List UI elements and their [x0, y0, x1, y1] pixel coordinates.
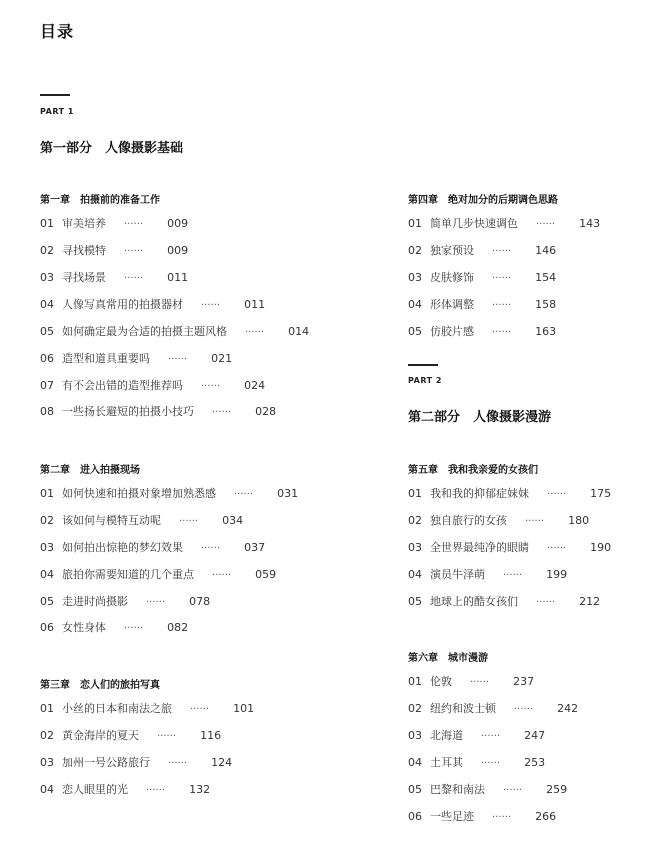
entry-number: 07: [40, 379, 54, 392]
entry-leader: ······: [234, 489, 254, 500]
entry-page: 014: [288, 325, 310, 338]
entry-title: 独家预设: [430, 244, 474, 257]
entry-leader: ······: [124, 246, 144, 257]
entry-page: 011: [167, 271, 189, 284]
entry-leader: ······: [470, 677, 490, 688]
entry-leader: ······: [157, 731, 177, 742]
entry-leader: ······: [168, 354, 188, 365]
toc-entry[interactable]: [408, 298, 556, 312]
entry-leader: ······: [547, 489, 567, 500]
entry-number: 08: [40, 405, 54, 418]
entry-title: 寻找模特: [62, 244, 106, 257]
entry-page: 266: [535, 810, 557, 823]
toc-entry[interactable]: [40, 595, 210, 609]
toc-entry[interactable]: [408, 595, 600, 609]
entry-leader: ······: [146, 597, 166, 608]
entry-page: 024: [244, 379, 266, 392]
entry-number: 01: [40, 487, 54, 500]
toc-entry[interactable]: [408, 487, 611, 501]
toc-entry[interactable]: [408, 675, 534, 689]
toc-entry[interactable]: [40, 702, 254, 716]
part2-title: 第二部分 人像摄影漫游: [408, 410, 552, 425]
toc-entry[interactable]: [408, 729, 545, 743]
entry-title: 如何拍出惊艳的梦幻效果: [62, 541, 183, 554]
entry-page: 031: [277, 487, 299, 500]
toc-entry[interactable]: [408, 244, 556, 258]
entry-number: 02: [408, 244, 422, 257]
entry-title: 全世界最纯净的眼睛: [430, 541, 529, 554]
entry-page: 132: [189, 783, 211, 796]
entry-title: 女性身体: [62, 621, 106, 634]
entry-number: 01: [40, 702, 54, 715]
entry-title: 人像写真常用的拍摄器材: [62, 298, 183, 311]
toc-entry[interactable]: [40, 325, 309, 339]
toc-title: 目录: [40, 22, 75, 41]
entry-page: 028: [255, 405, 277, 418]
entry-leader: ······: [124, 219, 144, 230]
entry-number: 06: [408, 810, 422, 823]
entry-page: 082: [167, 621, 189, 634]
entry-leader: ······: [503, 785, 523, 796]
entry-title: 巴黎和南法: [430, 783, 485, 796]
entry-leader: ······: [492, 273, 512, 284]
entry-title: 地球上的酷女孩们: [430, 595, 518, 608]
entry-title: 如何快速和拍摄对象增加熟悉感: [62, 487, 216, 500]
chapter-5-title: 第五章 我和我亲爱的女孩们: [408, 465, 538, 476]
entry-page: 059: [255, 568, 277, 581]
entry-number: 05: [40, 325, 54, 338]
entry-title: 演员牛泽萌: [430, 568, 485, 581]
toc-entry[interactable]: [408, 568, 567, 582]
entry-page: 158: [535, 298, 557, 311]
entry-page: 011: [244, 298, 266, 311]
entry-title: 简单几步快速调色: [430, 217, 518, 230]
entry-page: 175: [590, 487, 612, 500]
entry-page: 009: [167, 217, 189, 230]
entry-leader: ······: [492, 246, 512, 257]
entry-title: 皮肤修饰: [430, 271, 474, 284]
entry-page: 021: [211, 352, 233, 365]
entry-title: 伦敦: [430, 675, 452, 688]
entry-number: 01: [408, 487, 422, 500]
entry-page: 163: [535, 325, 557, 338]
entry-leader: ······: [492, 327, 512, 338]
toc-entry[interactable]: [40, 379, 265, 393]
entry-leader: ······: [481, 758, 501, 769]
entry-page: 237: [513, 675, 535, 688]
entry-number: 04: [408, 298, 422, 311]
toc-entry[interactable]: [408, 325, 556, 339]
entry-number: 01: [408, 675, 422, 688]
entry-title: 如何确定最为合适的拍摄主题风格: [62, 325, 227, 338]
chapter-4-title: 第四章 绝对加分的后期调色思路: [408, 195, 558, 206]
toc-entry[interactable]: [40, 783, 210, 797]
toc-entry[interactable]: [40, 514, 243, 528]
part1-rule: [40, 94, 70, 96]
entry-title: 寻找场景: [62, 271, 106, 284]
chapter-3-title: 第三章 恋人们的旅拍写真: [40, 680, 160, 691]
toc-entry[interactable]: [408, 756, 545, 770]
entry-page: 101: [233, 702, 255, 715]
entry-title: 一些足迹: [430, 810, 474, 823]
entry-page: 009: [167, 244, 189, 257]
entry-number: 04: [40, 568, 54, 581]
entry-page: 037: [244, 541, 266, 554]
toc-entry[interactable]: [408, 271, 556, 285]
part1-title: 第一部分 人像摄影基础: [40, 141, 184, 156]
toc-entry[interactable]: [408, 217, 600, 231]
entry-page: 180: [568, 514, 590, 527]
entry-number: 04: [408, 568, 422, 581]
entry-title: 纽约和波士顿: [430, 702, 496, 715]
entry-leader: ······: [124, 273, 144, 284]
entry-title: 恋人眼里的光: [62, 783, 128, 796]
toc-entry[interactable]: [40, 244, 188, 258]
part1-label: PART 1: [40, 107, 74, 116]
entry-number: 03: [40, 271, 54, 284]
entry-page: 253: [524, 756, 546, 769]
entry-leader: ······: [245, 327, 265, 338]
entry-title: 有不会出错的造型推荐吗: [62, 379, 183, 392]
entry-page: 116: [200, 729, 222, 742]
entry-leader: ······: [503, 570, 523, 581]
entry-title: 形体调整: [430, 298, 474, 311]
entry-title: 造型和道具重要吗: [62, 352, 150, 365]
entry-leader: ······: [492, 300, 512, 311]
entry-title: 一些扬长避短的拍摄小技巧: [62, 405, 194, 418]
entry-leader: ······: [212, 570, 232, 581]
toc-entry[interactable]: [40, 217, 188, 231]
toc-entry[interactable]: [40, 729, 221, 743]
entry-leader: ······: [481, 731, 501, 742]
toc-entry[interactable]: [40, 756, 232, 770]
toc-entry[interactable]: [40, 298, 265, 312]
entry-leader: ······: [124, 623, 144, 634]
entry-number: 04: [40, 298, 54, 311]
entry-number: 01: [408, 217, 422, 230]
chapter-2-title: 第二章 进入拍摄现场: [40, 465, 140, 476]
entry-number: 05: [408, 783, 422, 796]
part2-label: PART 2: [408, 376, 442, 385]
toc-entry[interactable]: [408, 702, 578, 716]
entry-leader: ······: [536, 597, 556, 608]
entry-title: 旅拍你需要知道的几个重点: [62, 568, 194, 581]
part2-rule: [408, 364, 438, 366]
entry-number: 04: [40, 783, 54, 796]
entry-page: 199: [546, 568, 568, 581]
toc-entry[interactable]: [40, 541, 265, 555]
entry-number: 05: [408, 595, 422, 608]
entry-title: 独自旅行的女孩: [430, 514, 507, 527]
toc-entry[interactable]: [408, 783, 567, 797]
entry-page: 078: [189, 595, 211, 608]
entry-leader: ······: [201, 543, 221, 554]
entry-number: 02: [408, 702, 422, 715]
entry-page: 259: [546, 783, 568, 796]
chapter-6-title: 第六章 城市漫游: [408, 653, 488, 664]
entry-page: 154: [535, 271, 557, 284]
entry-leader: ······: [201, 381, 221, 392]
entry-title: 该如何与模特互动呢: [62, 514, 161, 527]
entry-number: 01: [40, 217, 54, 230]
entry-title: 黄金海岸的夏天: [62, 729, 139, 742]
toc-entry[interactable]: [408, 810, 556, 824]
chapter-1-title: 第一章 拍摄前的准备工作: [40, 195, 160, 206]
entry-page: 190: [590, 541, 612, 554]
entry-leader: ······: [492, 812, 512, 823]
entry-number: 06: [40, 352, 54, 365]
entry-leader: ······: [179, 516, 199, 527]
entry-leader: ······: [525, 516, 545, 527]
entry-title: 加州一号公路旅行: [62, 756, 150, 769]
entry-title: 小丝的日本和南法之旅: [62, 702, 172, 715]
entry-number: 03: [40, 541, 54, 554]
entry-page: 034: [222, 514, 244, 527]
entry-title: 北海道: [430, 729, 463, 742]
entry-number: 03: [408, 541, 422, 554]
toc-entry[interactable]: [40, 487, 298, 501]
toc-entry[interactable]: [40, 405, 276, 419]
entry-number: 02: [40, 729, 54, 742]
entry-page: 124: [211, 756, 233, 769]
entry-title: 审美培养: [62, 217, 106, 230]
entry-number: 03: [408, 271, 422, 284]
toc-entry[interactable]: [40, 271, 188, 285]
entry-number: 05: [40, 595, 54, 608]
toc-entry[interactable]: [40, 568, 276, 582]
entry-number: 02: [40, 244, 54, 257]
entry-page: 143: [579, 217, 601, 230]
entry-page: 242: [557, 702, 579, 715]
entry-leader: ······: [514, 704, 534, 715]
entry-title: 仿胶片感: [430, 325, 474, 338]
entry-title: 走进时尚摄影: [62, 595, 128, 608]
entry-number: 02: [40, 514, 54, 527]
toc-entry[interactable]: [40, 621, 188, 635]
toc-entry[interactable]: [408, 541, 611, 555]
entry-number: 03: [40, 756, 54, 769]
entry-page: 212: [579, 595, 601, 608]
entry-page: 247: [524, 729, 546, 742]
entry-number: 03: [408, 729, 422, 742]
entry-leader: ······: [146, 785, 166, 796]
entry-leader: ······: [201, 300, 221, 311]
entry-leader: ······: [190, 704, 210, 715]
entry-leader: ······: [547, 543, 567, 554]
entry-title: 我和我的抑郁症妹妹: [430, 487, 529, 500]
entry-title: 土耳其: [430, 756, 463, 769]
entry-page: 146: [535, 244, 557, 257]
entry-number: 04: [408, 756, 422, 769]
entry-leader: ······: [212, 407, 232, 418]
entry-number: 06: [40, 621, 54, 634]
entry-leader: ······: [168, 758, 188, 769]
entry-number: 02: [408, 514, 422, 527]
toc-entry[interactable]: [40, 352, 232, 366]
entry-leader: ······: [536, 219, 556, 230]
toc-entry[interactable]: [408, 514, 589, 528]
entry-number: 05: [408, 325, 422, 338]
